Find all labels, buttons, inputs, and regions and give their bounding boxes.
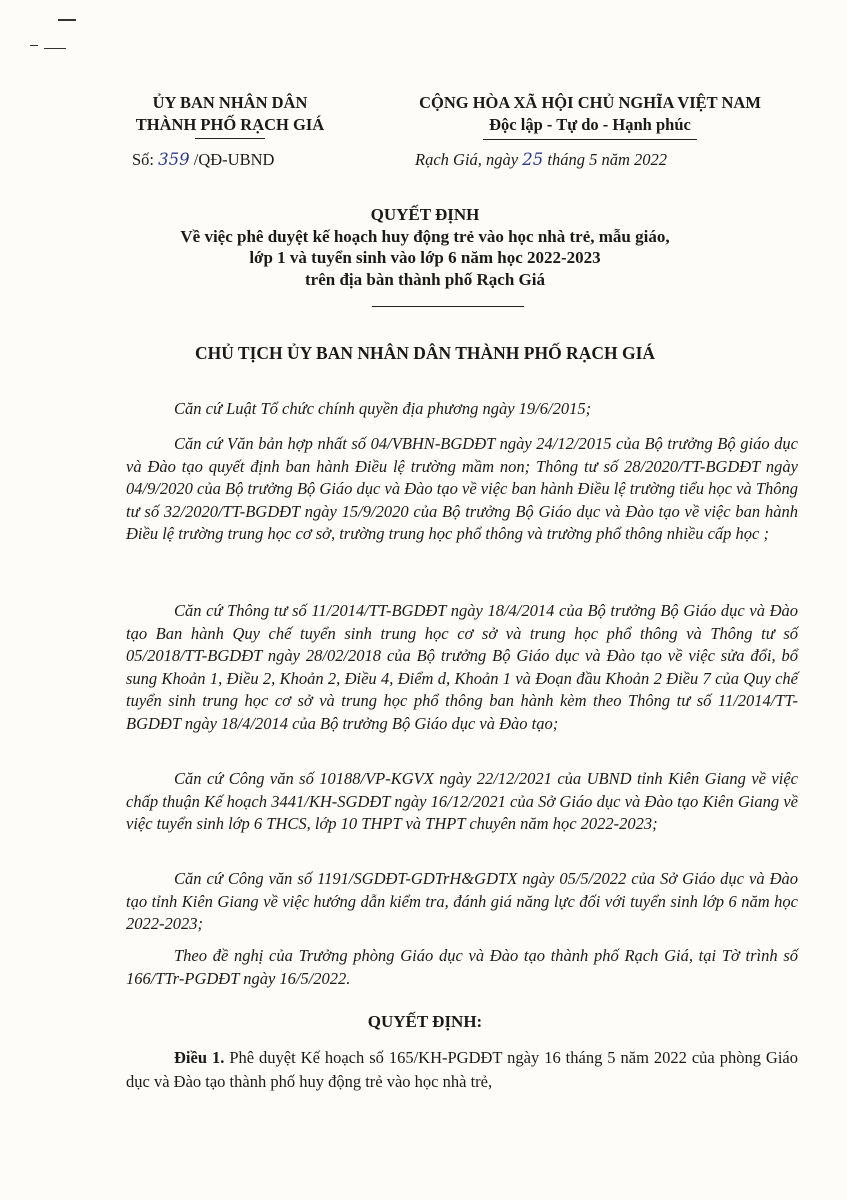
article-1-text: Phê duyệt Kế hoạch số 165/KH-PGDĐT ngày 16 tháng 5 năm 2022 của phòng Giáo dục và Đào tạo thành phố huy động trẻ vào học nhà trẻ, (126, 1048, 798, 1091)
preamble-5: Căn cứ Công văn số 1191/SGDĐT-GDTrH&GDTX ngày 05/5/2022 của Sở Giáo dục và Đào tạo tỉnh Kiên Giang về việc hướng dẫn kiểm tra, đánh giá năng lực đối với tuyển sinh lớp 6 năm học 2022-2023; (126, 869, 798, 933)
title-underline (372, 306, 524, 307)
handwritten-number: 359 (158, 150, 190, 169)
decision-subject-1: Về việc phê duyệt kế hoạch huy động trẻ vào học nhà trẻ, mẫu giáo, (180, 226, 670, 246)
authority-heading: CHỦ TỊCH ỦY BAN NHÂN DÂN THÀNH PHỐ RẠCH GIÁ (194, 343, 656, 363)
agency-line-1: ỦY BAN NHÂN DÂN (152, 93, 308, 112)
decision-heading: QUYẾT ĐỊNH: (367, 1012, 483, 1031)
decision-title: QUYẾT ĐỊNH (370, 205, 480, 224)
national-title: CỘNG HÒA XÃ HỘI CHỦ NGHĨA VIỆT NAM (419, 93, 761, 112)
scan-mark (44, 48, 66, 49)
national-motto: Độc lập - Tự do - Hạnh phúc (489, 115, 691, 134)
motto-underline (483, 139, 697, 140)
issuing-agency (100, 92, 360, 136)
agency-underline (195, 138, 265, 139)
agency-line-2: THÀNH PHỐ RẠCH GIÁ (135, 115, 325, 134)
national-heading (370, 92, 810, 136)
preamble-1: Căn cứ Luật Tổ chức chính quyền địa phương ngày 19/6/2015; (174, 399, 592, 418)
article-1 (126, 1046, 798, 1094)
scan-mark (58, 19, 76, 21)
preamble-3: Căn cứ Thông tư số 11/2014/TT-BGDĐT ngày 18/4/2014 của Bộ trưởng Bộ Giáo dục và Đào tạo Ban hành Quy chế tuyển sinh trung học cơ sở và trung học phổ thông và Thông tư số 05/2018/TT-BGDĐT ngày 28/02/2018 của Bộ trưởng Bộ Giáo dục và Đào tạo về việc sửa đổi, bổ sung Khoản 1, Điều 2, Khoản 2, Điều 4, Điểm d, Khoản 1 và Đoạn đầu Khoản 2 Điều 7 của Quy chế tuyển sinh trung học cơ sở và trung học phổ thông ban hành kèm theo Thông tư số 11/2014/TT-BGDĐT ngày 18/4/2014 của Bộ trưởng Bộ Giáo dục và Đào tạo; (126, 601, 798, 733)
scan-mark (30, 45, 38, 46)
handwritten-day: 25 (522, 150, 544, 169)
preamble-6: Theo đề nghị của Trưởng phòng Giáo dục và Đào tạo thành phố Rạch Giá, tại Tờ trình số 166/TTr-PGDĐT ngày 16/5/2022. (126, 946, 798, 988)
document-number: Số: 359 /QĐ-UBND (132, 150, 275, 169)
document-date: Rạch Giá, ngày 25 tháng 5 năm 2022 (415, 150, 667, 169)
decision-title-block (60, 204, 790, 290)
article-1-label: Điều 1. (174, 1048, 225, 1067)
decision-subject-3: trên địa bàn thành phố Rạch Giá (305, 269, 545, 289)
decision-subject-2: lớp 1 và tuyển sinh vào lớp 6 năm học 2022-2023 (249, 248, 601, 267)
preamble-4: Căn cứ Công văn số 10188/VP-KGVX ngày 22/12/2021 của UBND tỉnh Kiên Giang về việc chấp thuận Kế hoạch 3441/KH-SGDĐT ngày 16/12/2021 của Sở Giáo dục và Đào tạo Kiên Giang về việc tuyển sinh lớp 6 THCS, lớp 10 THPT và THPT chuyên năm học 2022-2023; (126, 769, 798, 833)
preamble-2: Căn cứ Văn bản hợp nhất số 04/VBHN-BGDĐT ngày 24/12/2015 của Bộ trưởng Bộ giáo dục và Đào tạo quyết định ban hành Điều lệ trường mầm non; Thông tư số 28/2020/TT-BGDĐT ngày 04/9/2020 của Bộ trưởng Bộ Giáo dục và Đào tạo về việc ban hành Điều lệ trường tiểu học và Thông tư số 32/2020/TT-BGDĐT ngày 15/9/2020 của Bộ trưởng Bộ Giáo dục và Đào tạo về việc ban hành Điều lệ trường trung học cơ sở, trường trung học phổ thông và trường phổ thông nhiều cấp học ; (126, 434, 798, 543)
